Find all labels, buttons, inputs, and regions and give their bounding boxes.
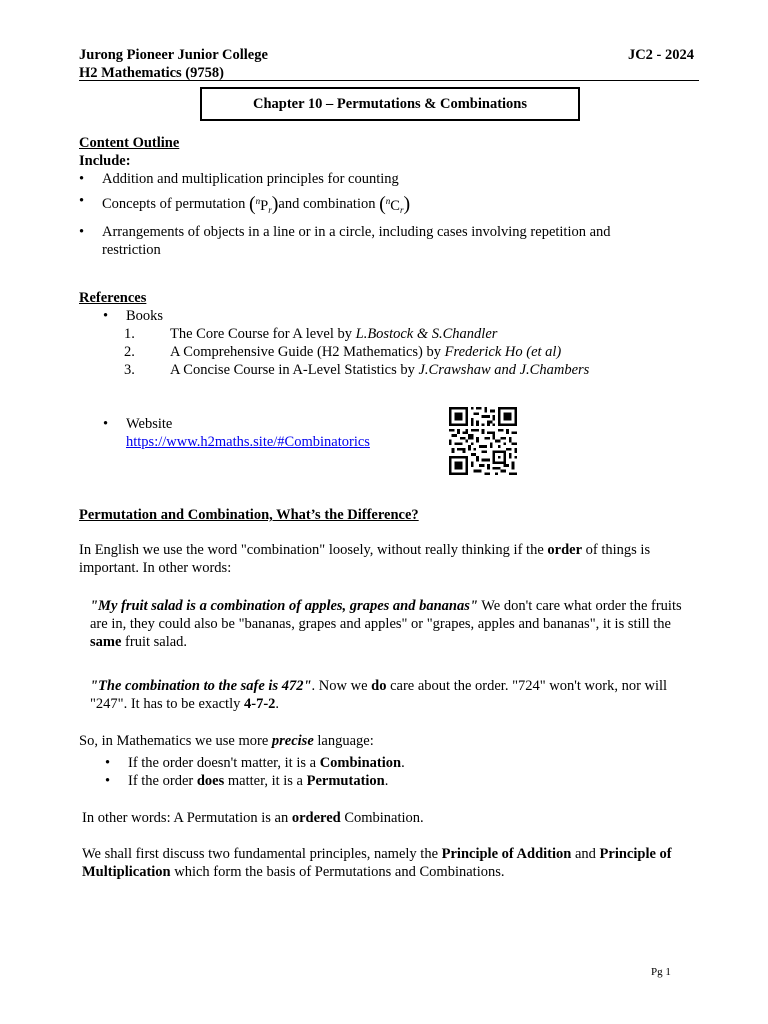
website-item bbox=[103, 415, 370, 451]
book-author: J.Crawshaw and J.Chambers bbox=[418, 362, 590, 378]
references-heading: References bbox=[79, 290, 147, 306]
text-run: . Now we bbox=[311, 678, 372, 694]
outline-item bbox=[79, 223, 662, 259]
precise-language bbox=[79, 732, 374, 750]
book-item bbox=[124, 361, 699, 379]
text-run: does bbox=[196, 773, 225, 789]
books-label: Books bbox=[126, 308, 164, 324]
fruit-salad-example bbox=[90, 597, 690, 651]
text-run: and bbox=[571, 846, 600, 862]
book-num: 1. bbox=[124, 326, 135, 342]
level-year: JC2 - 2024 bbox=[627, 47, 694, 63]
text-run: Combination bbox=[319, 755, 402, 771]
text-run: "The combination to the safe is 472" bbox=[90, 678, 312, 694]
text-run: In other words: A Permutation is an bbox=[82, 810, 292, 826]
math-n: n bbox=[385, 196, 391, 206]
book-item bbox=[124, 325, 699, 343]
math-n: n bbox=[255, 196, 261, 206]
header-divider bbox=[79, 80, 699, 81]
text-run: . bbox=[401, 755, 405, 771]
text-run: same bbox=[90, 634, 122, 650]
math-combination: $(^nC_r)$ bbox=[379, 193, 411, 215]
books-list bbox=[124, 325, 699, 379]
text-run: Permutation bbox=[306, 773, 385, 789]
outline-item-text: Arrangements of objects in a line or in a circle, including cases involving repetition and restriction bbox=[102, 224, 611, 258]
references-section bbox=[79, 289, 699, 379]
text-run: do bbox=[371, 678, 387, 694]
text-run: language: bbox=[313, 733, 374, 749]
website-link[interactable]: https://www.h2maths.site/#Combinatorics bbox=[126, 434, 370, 450]
ordered-combination bbox=[82, 809, 424, 827]
text-run: If the order doesn't matter, it is a bbox=[128, 755, 320, 771]
math-permutation: $(^nP_r)$ bbox=[248, 193, 279, 215]
text-run: care about the order. "724" won't work, nor will "247". It has to be exactly bbox=[90, 678, 668, 712]
book-num: 3. bbox=[124, 362, 135, 378]
text-run: ordered bbox=[291, 810, 341, 826]
text-run: matter, it is a bbox=[224, 773, 307, 789]
book-num: 2. bbox=[124, 344, 135, 360]
text-run: . bbox=[275, 696, 280, 712]
difference-intro bbox=[79, 541, 699, 577]
book-title: A Comprehensive Guide (H2 Mathematics) by bbox=[170, 344, 445, 360]
outline-item bbox=[79, 170, 699, 188]
book-title: A Concise Course in A-Level Statistics by bbox=[170, 362, 419, 378]
content-outline-section bbox=[79, 134, 699, 259]
fundamental-principles bbox=[82, 845, 702, 881]
text-run: So, in Mathematics we use more bbox=[79, 733, 272, 749]
text-run: . bbox=[384, 773, 389, 789]
text-run: Principle of Addition bbox=[441, 846, 572, 862]
text-run: Principle of Multiplication bbox=[82, 846, 672, 880]
text-run: "My fruit salad is a combination of apples, grapes and bananas" bbox=[90, 598, 478, 614]
text-run: We shall first discuss two fundamental principles, namely the bbox=[82, 846, 442, 862]
book-author: Frederick Ho (et al) bbox=[444, 344, 562, 360]
difference-heading: Permutation and Combination, What’s the Difference? bbox=[79, 507, 419, 523]
order-item-combination bbox=[105, 754, 685, 772]
book-title: The Core Course for A level by bbox=[170, 326, 356, 342]
include-label: Include: bbox=[79, 153, 131, 169]
text-run: We don't care what order the fruits are in, they could also be "bananas, grapes and apples" or "grapes, apples and bananas", it is still the bbox=[90, 598, 682, 632]
page-number: Pg 1 bbox=[651, 966, 671, 978]
math-P: P bbox=[260, 198, 269, 214]
book-item bbox=[124, 343, 699, 361]
subject-code: H2 Mathematics (9758) bbox=[79, 65, 224, 81]
chapter-title: Chapter 10 – Permutations & Combinations bbox=[252, 96, 528, 112]
books-item bbox=[103, 307, 699, 325]
text-run: order bbox=[547, 542, 583, 558]
text-run: If the order bbox=[128, 773, 197, 789]
order-list bbox=[105, 754, 685, 790]
text-run: of things is important. In other words: bbox=[79, 542, 651, 576]
text-run: which form the basis of Permutations and Combinations. bbox=[170, 864, 505, 880]
chapter-title-box bbox=[200, 87, 580, 121]
website-list bbox=[103, 415, 370, 451]
school-name: Jurong Pioneer Junior College bbox=[79, 47, 268, 63]
content-outline-heading: Content Outline bbox=[79, 135, 180, 151]
text-run: precise bbox=[271, 733, 314, 749]
outline-item bbox=[79, 190, 699, 221]
math-r: r bbox=[268, 205, 272, 215]
text-run: fruit salad. bbox=[121, 634, 188, 650]
references-list bbox=[103, 307, 699, 325]
outline-list bbox=[79, 170, 699, 259]
math-C: C bbox=[390, 198, 400, 214]
outline-item-text: Addition and multiplication principles for counting bbox=[102, 171, 399, 187]
safe-example bbox=[90, 677, 690, 713]
outline-item-text: and combination bbox=[278, 196, 376, 212]
order-bullets bbox=[105, 754, 685, 790]
order-item-permutation bbox=[105, 772, 685, 790]
header-left bbox=[79, 46, 268, 82]
math-r: r bbox=[399, 205, 404, 215]
text-run: In English we use the word "combination" loosely, without really thinking if the bbox=[79, 542, 548, 558]
qr-code-icon bbox=[449, 407, 517, 475]
book-author: L.Bostock & S.Chandler bbox=[355, 326, 498, 342]
text-run: Combination. bbox=[340, 810, 424, 826]
website-label: Website bbox=[126, 416, 173, 432]
outline-item-text: Concepts of permutation bbox=[102, 196, 246, 212]
text-run: 4-7-2 bbox=[243, 696, 276, 712]
website-section bbox=[103, 415, 370, 451]
